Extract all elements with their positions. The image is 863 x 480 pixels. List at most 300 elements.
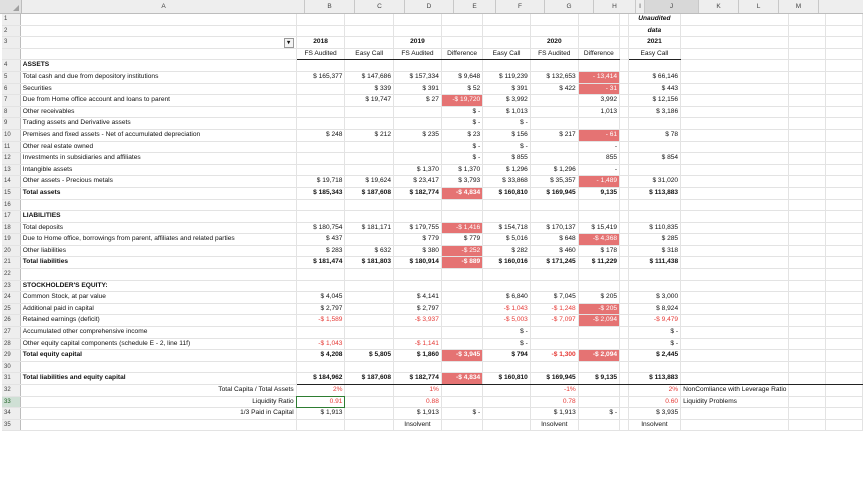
cell-j15[interactable]: $ 113,883 [628, 187, 680, 199]
cell-e33[interactable] [441, 396, 482, 408]
cell-b33[interactable]: 0.91 [296, 396, 345, 408]
cell-e4[interactable] [441, 60, 482, 72]
cell-m24[interactable] [826, 292, 863, 304]
cell-a34[interactable]: 1/3 Paid in Capital [20, 408, 296, 420]
cell-h18[interactable]: $ 15,419 [578, 222, 619, 234]
cell-h31[interactable]: $ 9,135 [578, 373, 619, 385]
cell-h34[interactable]: $ - [578, 408, 619, 420]
cell-b18[interactable]: $ 180,754 [296, 222, 345, 234]
row-header[interactable]: 4 [2, 60, 20, 72]
cell-l8[interactable] [789, 106, 826, 118]
row-header[interactable]: 24 [2, 292, 20, 304]
row-header[interactable]: 27 [2, 327, 20, 339]
cell-j1[interactable]: Unaudited [628, 14, 680, 25]
cell-a1[interactable] [20, 14, 296, 25]
cell-d10[interactable]: $ 235 [394, 129, 442, 141]
cell-b15[interactable]: $ 185,343 [296, 187, 345, 199]
cell-b19[interactable]: $ 437 [296, 234, 345, 246]
cell-l22[interactable] [789, 269, 826, 281]
column-header-d[interactable]: D [405, 0, 454, 13]
cell-j35[interactable]: Insolvent [628, 419, 680, 431]
cell-f7[interactable]: $ 3,992 [483, 95, 531, 107]
cell-h16[interactable] [578, 199, 619, 211]
cell-g13[interactable]: $ 1,296 [530, 164, 578, 176]
cell-e31[interactable]: -$ 4,834 [441, 373, 482, 385]
cell-i13[interactable] [620, 164, 629, 176]
cell-l26[interactable] [789, 315, 826, 327]
cell-a16[interactable] [20, 199, 296, 211]
cell-g17[interactable] [530, 211, 578, 223]
cell-f34[interactable] [483, 408, 531, 420]
cell-g1[interactable] [530, 14, 578, 25]
cell-b27[interactable] [296, 327, 345, 339]
row-header[interactable]: 15 [2, 187, 20, 199]
cell-m6[interactable] [826, 83, 863, 95]
cell-c20[interactable]: $ 632 [345, 245, 394, 257]
row-header[interactable]: 32 [2, 385, 20, 397]
cell-a3[interactable] [20, 37, 296, 49]
cell-b17[interactable] [296, 211, 345, 223]
row-header[interactable]: 19 [2, 234, 20, 246]
cell-f1[interactable] [483, 14, 531, 25]
subhead-i[interactable] [620, 48, 629, 60]
cell-k23[interactable] [681, 280, 789, 292]
cell-m35[interactable] [826, 419, 863, 431]
cell-h2[interactable] [578, 25, 619, 37]
cell-d3[interactable]: 2019 [394, 37, 442, 49]
cell-b21[interactable]: $ 181,474 [296, 257, 345, 269]
row-header[interactable]: 12 [2, 153, 20, 165]
cell-h15[interactable]: 9,135 [578, 187, 619, 199]
subhead-f[interactable]: Easy Call [483, 48, 531, 60]
subhead-c[interactable]: Easy Call [345, 48, 394, 60]
cell-g6[interactable]: $ 422 [530, 83, 578, 95]
column-header-i[interactable]: I [636, 0, 645, 13]
cell-g9[interactable] [530, 118, 578, 130]
cell-m23[interactable] [826, 280, 863, 292]
cell-h1[interactable] [578, 14, 619, 25]
cell-d29[interactable]: $ 1,860 [394, 350, 442, 362]
cell-b28[interactable]: -$ 1,043 [296, 338, 345, 350]
cell-f2[interactable] [483, 25, 531, 37]
cell-f16[interactable] [483, 199, 531, 211]
cell-g21[interactable]: $ 171,245 [530, 257, 578, 269]
row-header[interactable]: 30 [2, 361, 20, 373]
cell-l20[interactable] [789, 245, 826, 257]
cell-j17[interactable] [628, 211, 680, 223]
cell-f21[interactable]: $ 160,016 [483, 257, 531, 269]
row-header[interactable]: 6 [2, 83, 20, 95]
cell-f35[interactable] [483, 419, 531, 431]
cell-j4[interactable] [628, 60, 680, 72]
cell-d18[interactable]: $ 179,755 [394, 222, 442, 234]
cell-c9[interactable] [345, 118, 394, 130]
cell-j10[interactable]: $ 78 [628, 129, 680, 141]
cell-j31[interactable]: $ 113,883 [628, 373, 680, 385]
cell-g28[interactable] [530, 338, 578, 350]
cell-i18[interactable] [620, 222, 629, 234]
cell-m20[interactable] [826, 245, 863, 257]
cell-l24[interactable] [789, 292, 826, 304]
cell-g15[interactable]: $ 169,945 [530, 187, 578, 199]
cell-l18[interactable] [789, 222, 826, 234]
cell-g22[interactable] [530, 269, 578, 281]
cell-m32[interactable] [826, 385, 863, 397]
cell-f28[interactable]: $ - [483, 338, 531, 350]
cell-c31[interactable]: $ 187,608 [345, 373, 394, 385]
cell-e5[interactable]: $ 9,648 [441, 71, 482, 83]
column-header-h[interactable]: H [594, 0, 636, 13]
column-header-a[interactable]: A [23, 0, 305, 13]
cell-d8[interactable] [394, 106, 442, 118]
cell-g4[interactable] [530, 60, 578, 72]
cell-f29[interactable]: $ 794 [483, 350, 531, 362]
cell-d7[interactable]: $ 27 [394, 95, 442, 107]
cell-i24[interactable] [620, 292, 629, 304]
cell-i6[interactable] [620, 83, 629, 95]
cell-b35[interactable] [296, 419, 345, 431]
cell-e18[interactable]: -$ 1,416 [441, 222, 482, 234]
cell-i27[interactable] [620, 327, 629, 339]
cell-a12[interactable]: Investments in subsidiaries and affiliates [20, 153, 296, 165]
cell-l13[interactable] [789, 164, 826, 176]
cell-e8[interactable]: $ - [441, 106, 482, 118]
cell-a11[interactable]: Other real estate owned [20, 141, 296, 153]
cell-l17[interactable] [789, 211, 826, 223]
cell-a10[interactable]: Premises and fixed assets - Net of accumulated depreciation [20, 129, 296, 141]
cell-m33[interactable] [826, 396, 863, 408]
cell-f27[interactable]: $ - [483, 327, 531, 339]
cell-j23[interactable] [628, 280, 680, 292]
cell-f13[interactable]: $ 1,296 [483, 164, 531, 176]
cell-k27[interactable] [681, 327, 789, 339]
cell-j12[interactable]: $ 854 [628, 153, 680, 165]
cell-e17[interactable] [441, 211, 482, 223]
cell-l7[interactable] [789, 95, 826, 107]
cell-e21[interactable]: -$ 889 [441, 257, 482, 269]
cell-f10[interactable]: $ 156 [483, 129, 531, 141]
cell-e14[interactable]: $ 3,793 [441, 176, 482, 188]
cell-b23[interactable] [296, 280, 345, 292]
cell-m7[interactable] [826, 95, 863, 107]
cell-c8[interactable] [345, 106, 394, 118]
cell-i22[interactable] [620, 269, 629, 281]
cell-i17[interactable] [620, 211, 629, 223]
cell-h10[interactable]: - 61 [578, 129, 619, 141]
cell-a30[interactable] [20, 361, 296, 373]
cell-c10[interactable]: $ 212 [345, 129, 394, 141]
cell-e22[interactable] [441, 269, 482, 281]
cell-h32[interactable] [578, 385, 619, 397]
cell-e35[interactable] [441, 419, 482, 431]
cell-d28[interactable]: -$ 1,141 [394, 338, 442, 350]
cell-j26[interactable]: -$ 9,479 [628, 315, 680, 327]
cell-m25[interactable] [826, 303, 863, 315]
cell-f9[interactable]: $ - [483, 118, 531, 130]
cell-g25[interactable]: -$ 1,248 [530, 303, 578, 315]
cell-b11[interactable] [296, 141, 345, 153]
cell-j27[interactable]: $ - [628, 327, 680, 339]
cell-k31[interactable] [681, 373, 789, 385]
cell-m21[interactable] [826, 257, 863, 269]
cell-m3[interactable] [826, 37, 863, 49]
cell-f31[interactable]: $ 160,810 [483, 373, 531, 385]
cell-e9[interactable]: $ - [441, 118, 482, 130]
cell-i9[interactable] [620, 118, 629, 130]
cell-h27[interactable] [578, 327, 619, 339]
cell-c22[interactable] [345, 269, 394, 281]
column-header-c[interactable]: C [355, 0, 405, 13]
cell-k32[interactable]: NonComliance with Leverage Ratio [681, 385, 789, 397]
cell-a15[interactable]: Total assets [20, 187, 296, 199]
cell-i25[interactable] [620, 303, 629, 315]
cell-c15[interactable]: $ 187,608 [345, 187, 394, 199]
cell-c18[interactable]: $ 181,171 [345, 222, 394, 234]
cell-a2[interactable] [20, 25, 296, 37]
cell-f14[interactable]: $ 33,868 [483, 176, 531, 188]
cell-c13[interactable] [345, 164, 394, 176]
cell-l12[interactable] [789, 153, 826, 165]
cell-f3[interactable] [483, 37, 531, 49]
cell-a21[interactable]: Total liabilities [20, 257, 296, 269]
cell-g5[interactable]: $ 132,653 [530, 71, 578, 83]
row-header[interactable]: 23 [2, 280, 20, 292]
cell-j2[interactable]: data [628, 25, 680, 37]
cell-g24[interactable]: $ 7,045 [530, 292, 578, 304]
cell-m15[interactable] [826, 187, 863, 199]
cell-k30[interactable] [681, 361, 789, 373]
cell-c28[interactable] [345, 338, 394, 350]
cell-m12[interactable] [826, 153, 863, 165]
cell-j9[interactable] [628, 118, 680, 130]
cell-m18[interactable] [826, 222, 863, 234]
cell-b22[interactable] [296, 269, 345, 281]
row-header[interactable]: 35 [2, 419, 20, 431]
cell-a22[interactable] [20, 269, 296, 281]
cell-f4[interactable] [483, 60, 531, 72]
cell-k13[interactable] [681, 164, 789, 176]
cell-k29[interactable] [681, 350, 789, 362]
cell-c30[interactable] [345, 361, 394, 373]
cell-d22[interactable] [394, 269, 442, 281]
cell-f8[interactable]: $ 1,013 [483, 106, 531, 118]
cell-d13[interactable]: $ 1,370 [394, 164, 442, 176]
cell-f19[interactable]: $ 5,016 [483, 234, 531, 246]
column-header-m[interactable]: M [779, 0, 819, 13]
cell-l9[interactable] [789, 118, 826, 130]
cell-c6[interactable]: $ 339 [345, 83, 394, 95]
cell-g10[interactable]: $ 217 [530, 129, 578, 141]
column-header-e[interactable]: E [454, 0, 496, 13]
cell-a24[interactable]: Common Stock, at par value [20, 292, 296, 304]
cell-g16[interactable] [530, 199, 578, 211]
cell-c33[interactable] [345, 396, 394, 408]
cell-f23[interactable] [483, 280, 531, 292]
subhead-a[interactable] [20, 48, 296, 60]
cell-a6[interactable]: Securities [20, 83, 296, 95]
cell-d31[interactable]: $ 182,774 [394, 373, 442, 385]
cell-k6[interactable] [681, 83, 789, 95]
cell-j25[interactable]: $ 8,924 [628, 303, 680, 315]
row-header[interactable]: 7 [2, 95, 20, 107]
subhead-k[interactable] [681, 48, 789, 60]
cell-e30[interactable] [441, 361, 482, 373]
cell-d14[interactable]: $ 23,417 [394, 176, 442, 188]
cell-g30[interactable] [530, 361, 578, 373]
cell-j32[interactable]: 2% [628, 385, 680, 397]
cell-b20[interactable]: $ 283 [296, 245, 345, 257]
cell-h35[interactable] [578, 419, 619, 431]
cell-c2[interactable] [345, 25, 394, 37]
cell-m19[interactable] [826, 234, 863, 246]
cell-f25[interactable]: -$ 1,043 [483, 303, 531, 315]
cell-i31[interactable] [620, 373, 629, 385]
cell-m27[interactable] [826, 327, 863, 339]
cell-g35[interactable]: Insolvent [530, 419, 578, 431]
cell-e12[interactable]: $ - [441, 153, 482, 165]
cell-k10[interactable] [681, 129, 789, 141]
cell-e26[interactable] [441, 315, 482, 327]
cell-h5[interactable]: - 13,414 [578, 71, 619, 83]
cell-g34[interactable]: $ 1,913 [530, 408, 578, 420]
cell-l4[interactable] [789, 60, 826, 72]
cell-k20[interactable] [681, 245, 789, 257]
cell-g26[interactable]: -$ 7,097 [530, 315, 578, 327]
cell-d35[interactable]: Insolvent [394, 419, 442, 431]
cell-f15[interactable]: $ 160,810 [483, 187, 531, 199]
cell-j30[interactable] [628, 361, 680, 373]
cell-e23[interactable] [441, 280, 482, 292]
cell-a25[interactable]: Additional paid in capital [20, 303, 296, 315]
cell-h29[interactable]: -$ 2,094 [578, 350, 619, 362]
cell-a33[interactable]: Liquidity Ratio [20, 396, 296, 408]
cell-m16[interactable] [826, 199, 863, 211]
row-header[interactable] [2, 48, 20, 60]
column-header-j[interactable]: J [645, 0, 699, 13]
cell-d34[interactable]: $ 1,913 [394, 408, 442, 420]
cell-k25[interactable] [681, 303, 789, 315]
cell-a5[interactable]: Total cash and due from depository institutions [20, 71, 296, 83]
cell-e28[interactable] [441, 338, 482, 350]
cell-h12[interactable]: 855 [578, 153, 619, 165]
cell-g11[interactable] [530, 141, 578, 153]
cell-l34[interactable] [789, 408, 826, 420]
subhead-j[interactable]: Easy Call [628, 48, 680, 60]
cell-k28[interactable] [681, 338, 789, 350]
cell-h20[interactable]: $ 178 [578, 245, 619, 257]
cell-l28[interactable] [789, 338, 826, 350]
cell-f5[interactable]: $ 119,239 [483, 71, 531, 83]
cell-i28[interactable] [620, 338, 629, 350]
cell-g8[interactable] [530, 106, 578, 118]
cell-c21[interactable]: $ 181,803 [345, 257, 394, 269]
cell-d21[interactable]: $ 180,914 [394, 257, 442, 269]
cell-i21[interactable] [620, 257, 629, 269]
cell-j34[interactable]: $ 3,935 [628, 408, 680, 420]
cell-c12[interactable] [345, 153, 394, 165]
cell-d4[interactable] [394, 60, 442, 72]
cell-i16[interactable] [620, 199, 629, 211]
row-header[interactable]: 21 [2, 257, 20, 269]
cell-k34[interactable] [681, 408, 789, 420]
cell-c17[interactable] [345, 211, 394, 223]
cell-g33[interactable]: 0.78 [530, 396, 578, 408]
cell-g7[interactable] [530, 95, 578, 107]
subhead-m[interactable] [826, 48, 863, 60]
cell-e25[interactable] [441, 303, 482, 315]
subhead-d[interactable]: FS Audited [394, 48, 442, 60]
cell-e2[interactable] [441, 25, 482, 37]
cell-c26[interactable] [345, 315, 394, 327]
cell-g20[interactable]: $ 460 [530, 245, 578, 257]
cell-b14[interactable]: $ 19,718 [296, 176, 345, 188]
column-header-l[interactable]: L [739, 0, 779, 13]
cell-b32[interactable]: 2% [296, 385, 345, 397]
cell-l33[interactable] [789, 396, 826, 408]
cell-a27[interactable]: Accumulated other comprehensive income [20, 327, 296, 339]
row-header[interactable]: 13 [2, 164, 20, 176]
cell-j11[interactable] [628, 141, 680, 153]
cell-f33[interactable] [483, 396, 531, 408]
cell-m31[interactable] [826, 373, 863, 385]
cell-l35[interactable] [789, 419, 826, 431]
cell-k26[interactable] [681, 315, 789, 327]
cell-f17[interactable] [483, 211, 531, 223]
cell-c23[interactable] [345, 280, 394, 292]
cell-g27[interactable] [530, 327, 578, 339]
cell-d2[interactable] [394, 25, 442, 37]
cell-d24[interactable]: $ 4,141 [394, 292, 442, 304]
cell-i32[interactable] [620, 385, 629, 397]
row-header[interactable]: 34 [2, 408, 20, 420]
cell-b3[interactable]: 2018 [296, 37, 345, 49]
cell-f22[interactable] [483, 269, 531, 281]
cell-h25[interactable]: -$ 205 [578, 303, 619, 315]
cell-e27[interactable] [441, 327, 482, 339]
cell-d9[interactable] [394, 118, 442, 130]
cell-d23[interactable] [394, 280, 442, 292]
cell-c14[interactable]: $ 19,624 [345, 176, 394, 188]
cell-h30[interactable] [578, 361, 619, 373]
cell-f12[interactable]: $ 855 [483, 153, 531, 165]
cell-i19[interactable] [620, 234, 629, 246]
cell-i1[interactable] [620, 14, 629, 25]
cell-l16[interactable] [789, 199, 826, 211]
cell-a31[interactable]: Total liabilities and equity capital [20, 373, 296, 385]
cell-e15[interactable]: -$ 4,834 [441, 187, 482, 199]
row-header[interactable]: 5 [2, 71, 20, 83]
row-header[interactable]: 14 [2, 176, 20, 188]
cell-l23[interactable] [789, 280, 826, 292]
cell-c19[interactable] [345, 234, 394, 246]
cell-m22[interactable] [826, 269, 863, 281]
cell-k15[interactable] [681, 187, 789, 199]
cell-k16[interactable] [681, 199, 789, 211]
cell-l30[interactable] [789, 361, 826, 373]
cell-g31[interactable]: $ 169,945 [530, 373, 578, 385]
cell-i29[interactable] [620, 350, 629, 362]
cell-b24[interactable]: $ 4,045 [296, 292, 345, 304]
cell-l11[interactable] [789, 141, 826, 153]
cell-m34[interactable] [826, 408, 863, 420]
cell-h17[interactable] [578, 211, 619, 223]
cell-d19[interactable]: $ 779 [394, 234, 442, 246]
cell-l21[interactable] [789, 257, 826, 269]
filter-dropdown-button[interactable] [284, 38, 294, 48]
cell-c27[interactable] [345, 327, 394, 339]
cell-m29[interactable] [826, 350, 863, 362]
cell-l5[interactable] [789, 71, 826, 83]
